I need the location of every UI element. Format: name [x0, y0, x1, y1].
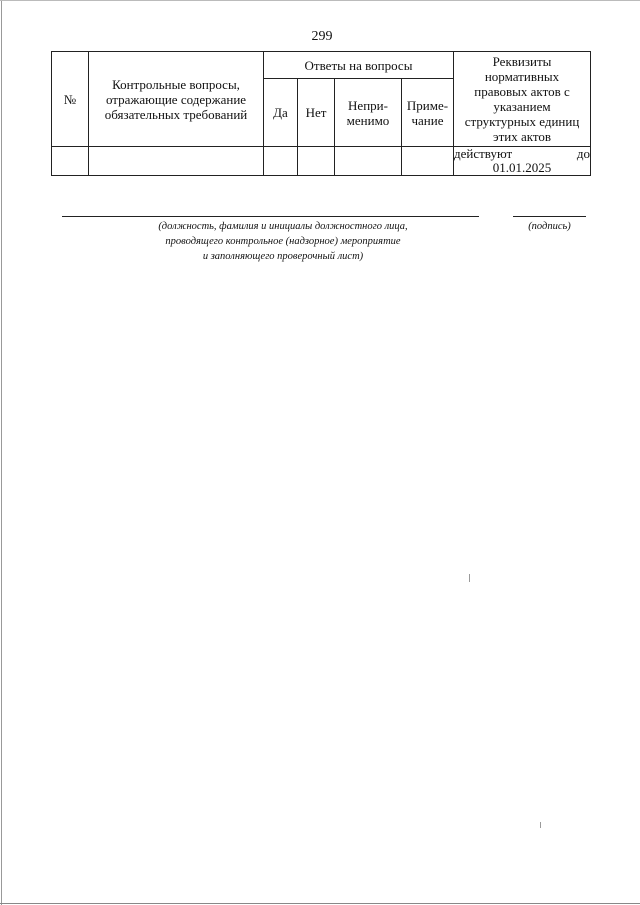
signature-line — [513, 216, 586, 217]
official-signature-line — [62, 216, 479, 217]
cell-number — [52, 147, 89, 176]
cell-not-applicable — [335, 147, 402, 176]
header-questions — [89, 52, 264, 147]
scan-frame-top — [0, 0, 640, 1]
requisites-valid-label: действуют — [454, 146, 513, 161]
header-no: Нет — [298, 79, 335, 147]
cell-question — [89, 147, 264, 176]
header-answers-group: Ответы на вопросы — [264, 52, 454, 79]
header-requisites-line: этих актов — [492, 129, 552, 144]
official-caption-line: проводящего контрольное (надзорное) мероприятие — [165, 236, 401, 247]
header-requisites-line: указанием — [493, 99, 551, 114]
header-note-line: чание — [411, 112, 444, 128]
header-note — [402, 79, 454, 147]
header-requisites-line: правовых актов с — [474, 84, 570, 99]
header-requisites — [454, 52, 591, 147]
header-questions-line: обязательных требований — [104, 106, 248, 122]
scan-frame-left — [1, 0, 2, 905]
cell-requisites — [454, 147, 591, 176]
header-questions-line: Контрольные вопросы, — [112, 76, 240, 92]
header-requisites-line: структурных единиц — [464, 114, 580, 129]
cell-no — [298, 147, 335, 176]
table-header-row — [52, 52, 591, 79]
requisites-until-label: до — [576, 146, 590, 161]
header-questions-line: отражающие содержание — [105, 91, 247, 107]
official-caption — [118, 219, 448, 264]
cell-yes — [264, 147, 298, 176]
requisites-date: 01.01.2025 — [492, 160, 552, 175]
header-requisites-line: нормативных — [484, 69, 560, 84]
header-yes: Да — [264, 79, 298, 147]
scan-speck — [469, 574, 470, 582]
header-not-applicable — [335, 79, 402, 147]
table-row — [52, 147, 591, 176]
official-caption-line: (должность, фамилия и инициалы должностного лица, — [158, 221, 408, 232]
header-requisites-line: Реквизиты — [492, 54, 552, 69]
header-note-line: Приме- — [406, 97, 449, 113]
scan-speck — [540, 822, 541, 828]
checklist-table — [51, 51, 591, 176]
cell-note — [402, 147, 454, 176]
header-not-applicable-line: Непри- — [348, 97, 388, 113]
page-number: 299 — [311, 29, 333, 44]
header-not-applicable-line: менимо — [346, 112, 390, 128]
header-number: № — [52, 52, 89, 147]
official-caption-line: и заполняющего проверочный лист) — [202, 251, 364, 262]
scan-frame-bottom — [0, 903, 640, 904]
signature-caption: (подпись) — [528, 221, 571, 232]
